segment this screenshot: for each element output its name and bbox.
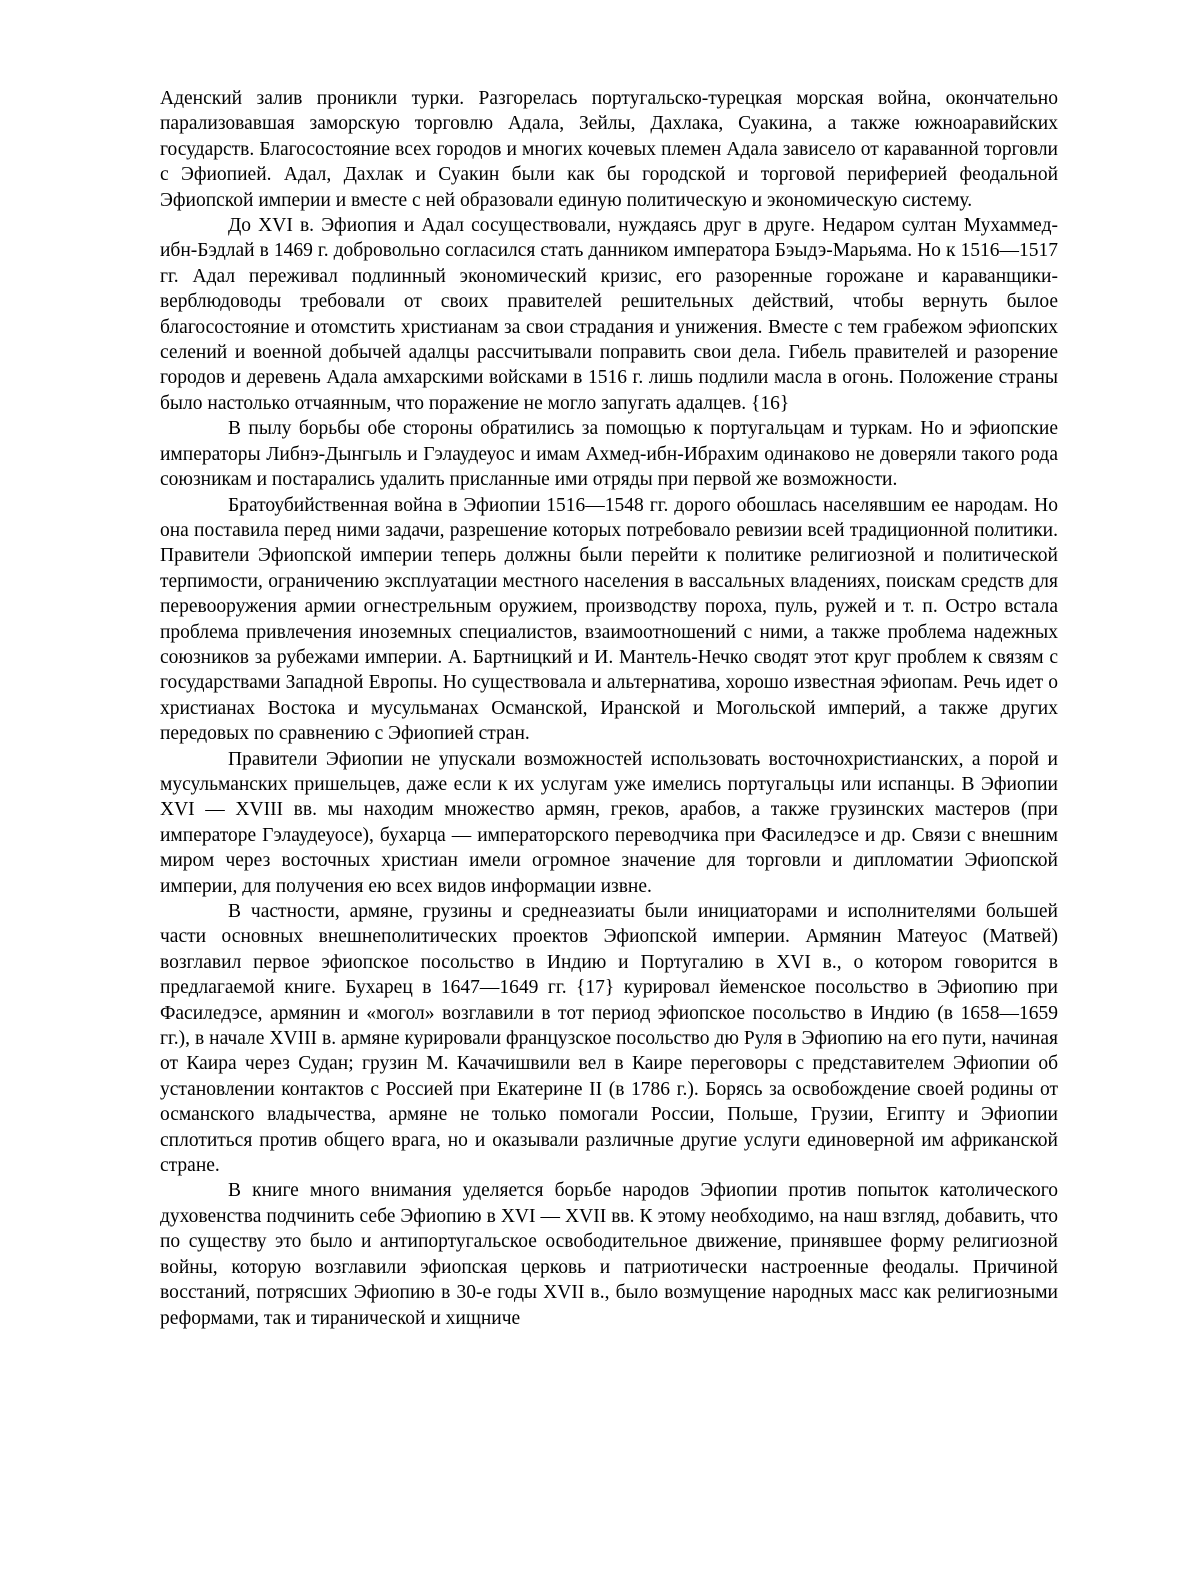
paragraph-1: Аденский залив проникли турки. Разгорелась португальско-турецкая морская война, окончательно парализовавшая заморскую торговлю Адала, Зейлы, Дахлака, Суакина, а также южноаравийских государств. Благосостояние всех городов и многих кочевых племен Адала зависело от караванной торговли с Эфиопией. Адал, Дахлак и Суакин были как бы городской и торговой периферией феодальной Эфиопской империи и вместе с ней образовали единую политическую и экономическую систему. bbox=[160, 88, 1058, 211]
paragraph-7: В книге много внимания уделяется борьбе народов Эфиопии против попыток католического духовенства подчинить себе Эфиопию в XVI — XVII вв. К этому необходимо, на наш взгляд, добавить, что по существу это было и антипортугальское освободительное движение, принявшее форму религиозной войны, которую возглавили эфиопская церковь и патриотически настроенные феодалы. Причиной восстаний, потрясших Эфиопию в 30-е годы XVII в., было возмущение народных масс как религиозными реформами, так и тиранической и хищниче bbox=[160, 1180, 1058, 1329]
paragraph-6: В частности, армяне, грузины и среднеазиаты были инициаторами и исполнителями большей части основных внешнеполитических проектов Эфиопской империи. Армянин Матеуос (Матвей) возглавил первое эфиопское посольство в Индию и Португалию в XVI в., о котором говорится в предлагаемой книге. Бухарец в 1647—1649 гг. {17} курировал йеменское посольство в Эфиопию при Фасиледэсе, армянин и «могол» возглавили в тот период эфиопское посольство в Индию (в 1658—1659 гг.), в начале XVIII в. армяне курировали французское посольство дю Руля в Эфиопию на его пути, начиная от Каира через Судан; грузин М. Качачишвили вел в Каире переговоры с представителем Эфиопии об установлении контактов с Россией при Екатерине II (в 1786 г.). Борясь за освобождение своей родины от османского владычества, армяне не только помогали России, Польше, Грузии, Египту и Эфиопии сплотиться против общего врага, но и оказывали различные другие услуги единоверной им африканской стране. bbox=[160, 901, 1058, 1177]
paragraph-2: До XVI в. Эфиопия и Адал сосуществовали, нуждаясь друг в друге. Недаром султан Мухаммед-ибн-Бэдлай в 1469 г. добровольно согласился стать данником императора Бэыдэ-Марьяма. Но к 1516—1517 гг. Адал переживал подлинный экономический кризис, его разоренные горожане и караванщики-верблюдоводы требовали от своих правителей решительных действий, чтобы вернуть былое благосостояние и отомстить христианам за свои страдания и унижения. Вместе с тем грабежом эфиопских селений и военной добычей адалцы рассчитывали поправить свои дела. Гибель правителей и разорение городов и деревень Адала амхарскими войсками в 1516 г. лишь подлили масла в огонь. Положение страны было настолько отчаянным, что поражение не могло запугать адалцев. {16} bbox=[160, 215, 1058, 414]
document-page bbox=[160, 86, 1058, 1331]
paragraph-5: Правители Эфиопии не упускали возможностей использовать восточнохристианских, а порой и мусульманских пришельцев, даже если к их услугам уже имелись португальцы или испанцы. В Эфиопии XVI — XVIII вв. мы находим множество армян, греков, арабов, а также грузинских мастеров (при императоре Гэлаудеуосе), бухарца — императорского переводчика при Фасиледэсе и др. Связи с внешним миром через восточных христиан имели огромное значение для торговли и дипломатии Эфиопской империи, для получения ею всех видов информации извне. bbox=[160, 748, 1058, 897]
paragraph-4: Братоубийственная война в Эфиопии 1516—1548 гг. дорого обошлась населявшим ее народам. Но она поставила перед ними задачи, разрешение которых потребовало ревизии всей традиционной политики. Правители Эфиопской империи теперь должны были перейти к политике религиозной и политической терпимости, ограничению эксплуатации местного населения в вассальных владениях, поискам средств для перевооружения армии огнестрельным оружием, производству пороха, пуль, ружей и т. п. Остро встала проблема привлечения иноземных специалистов, взаимоотношений с ними, а также проблема надежных союзников за рубежами империи. А. Бартницкий и И. Мантель-Нечко сводят этот круг проблем к связям с государствами Западной Европы. Но существовала и альтернатива, хорошо известная эфиопам. Речь идет о христианах Востока и мусульманах Османской, Иранской и Могольской империй, а также других передовых по сравнению с Эфиопией стран. bbox=[160, 494, 1058, 745]
paragraph-3: В пылу борьбы обе стороны обратились за помощью к португальцам и туркам. Но и эфиопские императоры Либнэ-Дынгыль и Гэлаудеуос и имам Ахмед-ибн-Ибрахим одинаково не доверяли такого рода союзникам и постарались удалить присланные ими отряды при первой же возможности. bbox=[160, 418, 1058, 491]
